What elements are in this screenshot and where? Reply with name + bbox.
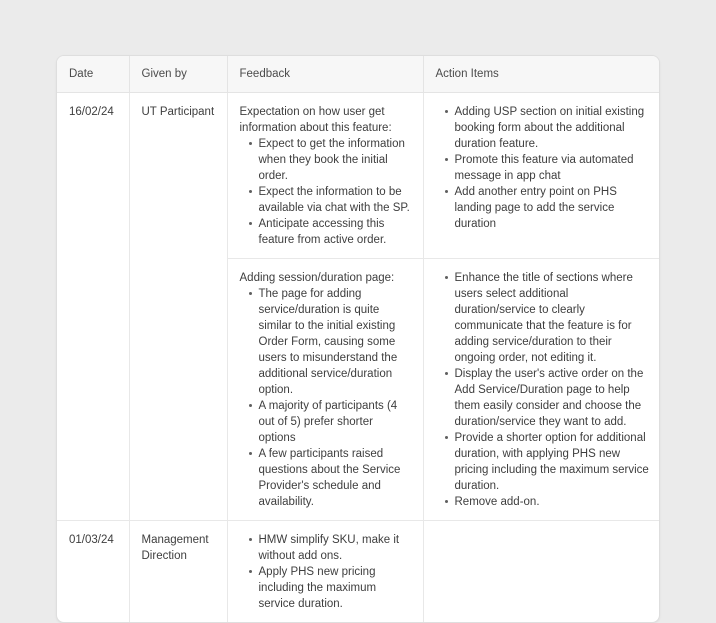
cell-date: 01/03/24 — [57, 520, 129, 622]
bullet-item: Remove add-on. — [444, 494, 652, 510]
header-date: Date — [57, 56, 129, 92]
cell-feedback — [227, 520, 423, 622]
feedback-table — [57, 56, 660, 622]
feedback-bullet-list — [240, 286, 413, 510]
bullet-item: Expect the information to be available via chat with the SP. — [248, 184, 413, 216]
table-row — [57, 520, 660, 622]
feedback-intro: Expectation on how user get information about this feature: — [239, 105, 392, 134]
cell-action-items-empty — [423, 520, 660, 622]
cell-feedback — [227, 92, 423, 258]
bullet-item: Expect to get the information when they book the initial order. — [248, 136, 413, 184]
feedback-bullet-list — [240, 136, 413, 248]
cell-given-by: UT Participant — [129, 92, 227, 520]
bullet-item: Add another entry point on PHS landing page to add the service duration — [444, 184, 652, 232]
feedback-bullet-list — [240, 532, 413, 612]
bullet-item: Adding USP section on initial existing booking form about the additional duration feature. — [444, 104, 652, 152]
cell-action-items — [423, 258, 660, 520]
cell-action-items — [423, 92, 660, 258]
action-items-bullet-list — [436, 270, 652, 510]
bullet-item: Provide a shorter option for additional duration, with applying PHS new pricing including the maximum service duration. — [444, 430, 652, 494]
header-feedback: Feedback — [227, 56, 423, 92]
feedback-intro: Adding session/duration page: — [239, 271, 395, 284]
bullet-item: Anticipate accessing this feature from active order. — [248, 216, 413, 248]
table-row — [57, 92, 660, 258]
feedback-table-card — [56, 55, 660, 623]
cell-date: 16/02/24 — [57, 92, 129, 520]
bullet-item: The page for adding service/duration is quite similar to the initial existing Order Form, causing some users to misunderstand the additional service/duration option. — [248, 286, 413, 398]
bullet-item: HMW simplify SKU, make it without add ons. — [248, 532, 413, 564]
table-header-row — [57, 56, 660, 92]
bullet-item: Apply PHS new pricing including the maximum service duration. — [248, 564, 413, 612]
cell-feedback — [227, 258, 423, 520]
bullet-item: Display the user's active order on the Add Service/Duration page to help them easily consider and choose the duration/service they want to add. — [444, 366, 652, 430]
header-given-by: Given by — [129, 56, 227, 92]
bullet-item: Enhance the title of sections where users select additional duration/service to clearly communicate that the feature is for adding service/duration to their ongoing order, not editing it. — [444, 270, 652, 366]
bullet-item: Promote this feature via automated message in app chat — [444, 152, 652, 184]
header-action-items: Action Items — [423, 56, 660, 92]
cell-given-by: Management Direction — [129, 520, 227, 622]
bullet-item: A few participants raised questions about the Service Provider's schedule and availability. — [248, 446, 413, 510]
action-items-bullet-list — [436, 104, 652, 232]
bullet-item: A majority of participants (4 out of 5) prefer shorter options — [248, 398, 413, 446]
